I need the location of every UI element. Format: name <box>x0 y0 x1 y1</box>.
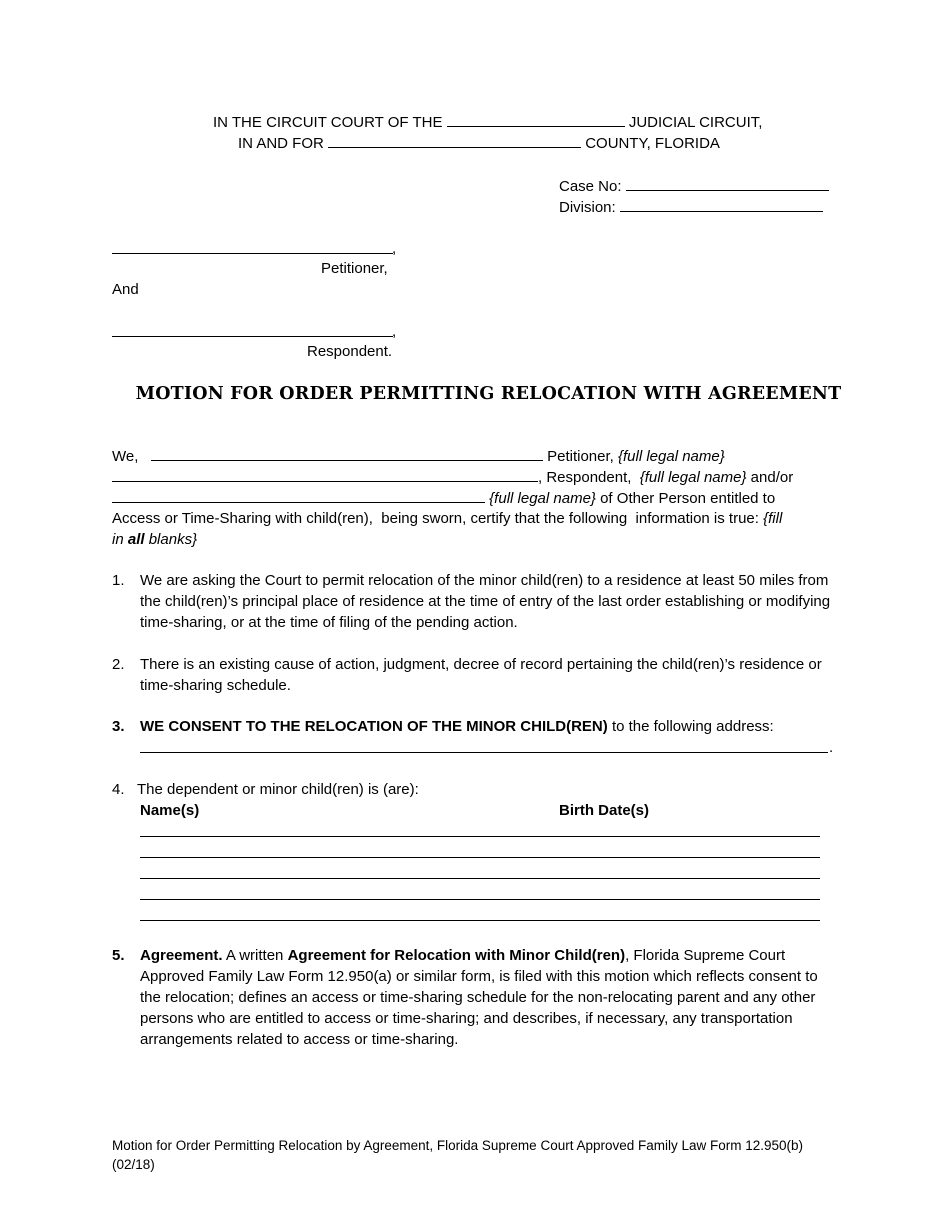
agreement-form-name: Agreement for Relocation with Minor Child(ren) <box>287 947 626 964</box>
item-2-text: There is an existing cause of action, judgment, decree of record pertaining the child(ren)’s residence or time-sharing schedule. <box>140 656 822 694</box>
county-prefix: IN AND FOR <box>238 135 324 152</box>
item-4-text: The dependent or minor child(ren) is (are): <box>137 781 419 798</box>
child-row-blank[interactable] <box>140 836 820 837</box>
intro-line-3 <box>112 489 775 508</box>
respondent-blank[interactable] <box>112 336 393 337</box>
agreement-text-b: , Florida Supreme Court Approved Family Law Form 12.950(a) or similar form, is filed with this motion which reflects consent to the relocation; defines an access or time-sharing schedule for the non-relocating parent and any other persons who are entitled to access or time-sharing; and describes, if necessary, any transportation arrangements related to access or time-sharing. <box>140 947 818 1048</box>
intro-line-5 <box>112 531 197 549</box>
fill-hint-all: all <box>127 531 145 548</box>
item-4-number: 4. <box>112 781 125 798</box>
item-3-text <box>140 716 840 737</box>
court-label: IN THE CIRCUIT COURT OF THE <box>213 114 443 131</box>
document-title: MOTION FOR ORDER PERMITTING RELOCATION WITH AGREEMENT <box>135 384 842 404</box>
item-1-text: We are asking the Court to permit relocation of the minor child(ren) to a residence at least 50 miles from the child(ren)’s principal place of residence at the time of entry of the last order establishing or modifying time-sharing, or at the time of filing of the pending action. <box>140 572 831 631</box>
item-1-number: 1. <box>112 572 125 589</box>
petitioner-hint: {full legal name} <box>617 448 725 465</box>
item-5-text <box>140 945 840 1050</box>
child-row-blank[interactable] <box>140 857 820 858</box>
judicial-circuit-blank[interactable] <box>447 113 625 127</box>
intro-respondent-label: , Respondent, <box>538 469 632 486</box>
petitioner-blank[interactable] <box>112 253 393 254</box>
division-line <box>559 198 823 217</box>
page-footer: Motion for Order Permitting Relocation by Agreement, Florida Supreme Court Approved Family Law Form 12.950(b) (02/18) <box>112 1138 804 1172</box>
division-blank[interactable] <box>620 198 823 212</box>
item-5-number: 5. <box>112 947 125 964</box>
address-period: . <box>829 739 834 756</box>
respondent-comma: , <box>392 323 397 340</box>
petitioner-name-blank[interactable] <box>151 447 543 461</box>
case-no-label: Case No: <box>559 178 622 195</box>
agreement-text-a: A written <box>225 947 284 964</box>
county-blank[interactable] <box>328 134 581 148</box>
respondent-label: Respondent. <box>307 343 393 360</box>
relocation-address-blank[interactable] <box>140 752 828 753</box>
fill-hint-c: blanks} <box>148 531 198 548</box>
other-person-text: of Other Person entitled to <box>600 490 776 507</box>
intro-line-4 <box>112 510 782 528</box>
petitioner-comma: , <box>392 240 397 257</box>
intro-line-1 <box>112 447 725 466</box>
court-line <box>213 113 762 132</box>
and-or-label: and/or <box>750 469 794 486</box>
case-no-line <box>559 177 829 196</box>
consent-heading: WE CONSENT TO THE RELOCATION OF THE MINOR CHILD(REN) <box>140 718 608 735</box>
child-row-blank[interactable] <box>140 899 820 900</box>
petitioner-label: Petitioner, <box>321 260 388 277</box>
child-row-blank[interactable] <box>140 920 820 921</box>
birth-dates-column-header: Birth Date(s) <box>559 802 650 819</box>
county-label: COUNTY, FLORIDA <box>585 135 720 152</box>
fill-hint-a: {fill <box>763 510 783 527</box>
other-person-hint: {full legal name} <box>489 490 596 507</box>
intro-petitioner-label: Petitioner, <box>547 448 614 465</box>
respondent-name-blank[interactable] <box>112 468 538 482</box>
item-3-number: 3. <box>112 718 125 735</box>
names-column-header: Name(s) <box>140 802 200 819</box>
case-no-blank[interactable] <box>626 177 829 191</box>
we-label: We, <box>112 448 139 465</box>
other-person-name-blank[interactable] <box>112 489 485 503</box>
respondent-hint: {full legal name} <box>639 469 747 486</box>
child-row-blank[interactable] <box>140 878 820 879</box>
judicial-circuit-label: JUDICIAL CIRCUIT, <box>628 114 763 131</box>
division-label: Division: <box>559 199 616 216</box>
item-2-number: 2. <box>112 656 125 673</box>
intro-line-2 <box>112 468 793 487</box>
county-line <box>238 134 720 153</box>
agreement-heading: Agreement. <box>140 947 223 964</box>
sworn-text: Access or Time-Sharing with child(ren), being sworn, certify that the following information is true: <box>112 510 759 527</box>
and-label: And <box>112 281 139 298</box>
consent-text: to the following address: <box>611 718 774 735</box>
fill-hint-b: in <box>112 531 124 548</box>
